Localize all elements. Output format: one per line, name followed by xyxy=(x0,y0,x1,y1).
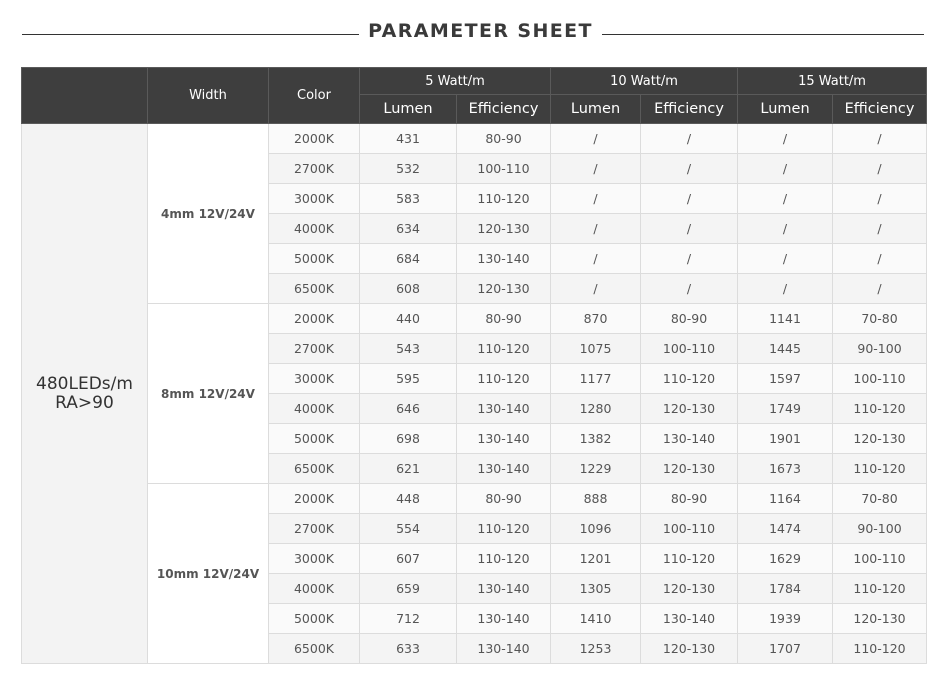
efficiency-5w-cell: 110-120 xyxy=(457,334,551,364)
efficiency-15w-cell: / xyxy=(833,154,927,184)
efficiency-5w-cell: 110-120 xyxy=(457,364,551,394)
color-temp-cell: 3000K xyxy=(269,364,360,394)
header-lumen: Lumen xyxy=(738,95,833,124)
efficiency-15w-cell: 110-120 xyxy=(833,394,927,424)
efficiency-5w-cell: 110-120 xyxy=(457,544,551,574)
efficiency-5w-cell: 80-90 xyxy=(457,484,551,514)
lumen-15w-cell: / xyxy=(738,274,833,304)
header-width: Width xyxy=(148,68,269,124)
lumen-10w-cell: / xyxy=(551,154,641,184)
lumen-15w-cell: 1707 xyxy=(738,634,833,664)
efficiency-15w-cell: / xyxy=(833,124,927,154)
lumen-15w-cell: / xyxy=(738,124,833,154)
lumen-5w-cell: 608 xyxy=(360,274,457,304)
efficiency-10w-cell: 80-90 xyxy=(641,304,738,334)
header-efficiency: Efficiency xyxy=(641,95,738,124)
efficiency-5w-cell: 130-140 xyxy=(457,424,551,454)
lumen-15w-cell: / xyxy=(738,214,833,244)
lumen-15w-cell: 1164 xyxy=(738,484,833,514)
header-lumen: Lumen xyxy=(360,95,457,124)
efficiency-10w-cell: / xyxy=(641,154,738,184)
lumen-5w-cell: 659 xyxy=(360,574,457,604)
efficiency-15w-cell: 70-80 xyxy=(833,304,927,334)
color-temp-cell: 3000K xyxy=(269,184,360,214)
color-temp-cell: 5000K xyxy=(269,424,360,454)
color-temp-cell: 2000K xyxy=(269,124,360,154)
lumen-10w-cell: 1096 xyxy=(551,514,641,544)
efficiency-10w-cell: 120-130 xyxy=(641,634,738,664)
efficiency-15w-cell: 120-130 xyxy=(833,604,927,634)
lumen-10w-cell: / xyxy=(551,274,641,304)
title-divider-right xyxy=(602,34,924,35)
color-temp-cell: 2700K xyxy=(269,514,360,544)
efficiency-5w-cell: 110-120 xyxy=(457,184,551,214)
efficiency-5w-cell: 130-140 xyxy=(457,604,551,634)
lumen-5w-cell: 646 xyxy=(360,394,457,424)
efficiency-10w-cell: 100-110 xyxy=(641,514,738,544)
color-temp-cell: 2000K xyxy=(269,304,360,334)
color-temp-cell: 4000K xyxy=(269,574,360,604)
color-temp-cell: 4000K xyxy=(269,394,360,424)
lumen-5w-cell: 595 xyxy=(360,364,457,394)
efficiency-5w-cell: 80-90 xyxy=(457,124,551,154)
lumen-15w-cell: 1784 xyxy=(738,574,833,604)
efficiency-10w-cell: / xyxy=(641,124,738,154)
efficiency-10w-cell: 120-130 xyxy=(641,394,738,424)
lumen-15w-cell: 1673 xyxy=(738,454,833,484)
lumen-15w-cell: / xyxy=(738,184,833,214)
lumen-15w-cell: 1474 xyxy=(738,514,833,544)
color-temp-cell: 5000K xyxy=(269,604,360,634)
page-title: PARAMETER SHEET xyxy=(368,20,593,42)
lumen-5w-cell: 712 xyxy=(360,604,457,634)
efficiency-15w-cell: 110-120 xyxy=(833,454,927,484)
header-color: Color xyxy=(269,68,360,124)
color-temp-cell: 6500K xyxy=(269,454,360,484)
header-corner xyxy=(22,68,148,124)
efficiency-15w-cell: 110-120 xyxy=(833,574,927,604)
efficiency-15w-cell: / xyxy=(833,274,927,304)
lumen-5w-cell: 543 xyxy=(360,334,457,364)
efficiency-15w-cell: 120-130 xyxy=(833,424,927,454)
efficiency-10w-cell: / xyxy=(641,244,738,274)
color-temp-cell: 2700K xyxy=(269,154,360,184)
lumen-10w-cell: 1075 xyxy=(551,334,641,364)
efficiency-5w-cell: 100-110 xyxy=(457,154,551,184)
color-temp-cell: 2000K xyxy=(269,484,360,514)
efficiency-10w-cell: 110-120 xyxy=(641,364,738,394)
color-temp-cell: 5000K xyxy=(269,244,360,274)
lumen-15w-cell: 1141 xyxy=(738,304,833,334)
cri-label: RA>90 xyxy=(55,392,114,413)
lumen-5w-cell: 684 xyxy=(360,244,457,274)
led-spec-cell xyxy=(22,124,148,664)
lumen-15w-cell: 1445 xyxy=(738,334,833,364)
lumen-15w-cell: 1749 xyxy=(738,394,833,424)
efficiency-10w-cell: 130-140 xyxy=(641,604,738,634)
lumen-10w-cell: / xyxy=(551,244,641,274)
efficiency-15w-cell: 100-110 xyxy=(833,544,927,574)
efficiency-15w-cell: 70-80 xyxy=(833,484,927,514)
lumen-10w-cell: 888 xyxy=(551,484,641,514)
lumen-5w-cell: 440 xyxy=(360,304,457,334)
lumen-10w-cell: 1410 xyxy=(551,604,641,634)
lumen-10w-cell: 1201 xyxy=(551,544,641,574)
lumen-15w-cell: / xyxy=(738,154,833,184)
lumen-15w-cell: 1629 xyxy=(738,544,833,574)
table-row xyxy=(22,124,927,154)
table-row xyxy=(22,304,927,334)
efficiency-15w-cell: 90-100 xyxy=(833,514,927,544)
efficiency-15w-cell: / xyxy=(833,214,927,244)
lumen-5w-cell: 431 xyxy=(360,124,457,154)
color-temp-cell: 6500K xyxy=(269,274,360,304)
efficiency-10w-cell: 100-110 xyxy=(641,334,738,364)
lumen-10w-cell: 1305 xyxy=(551,574,641,604)
lumen-5w-cell: 532 xyxy=(360,154,457,184)
lumen-5w-cell: 698 xyxy=(360,424,457,454)
efficiency-10w-cell: / xyxy=(641,274,738,304)
efficiency-5w-cell: 130-140 xyxy=(457,454,551,484)
efficiency-5w-cell: 130-140 xyxy=(457,574,551,604)
efficiency-5w-cell: 130-140 xyxy=(457,634,551,664)
efficiency-5w-cell: 120-130 xyxy=(457,214,551,244)
table-row xyxy=(22,484,927,514)
lumen-5w-cell: 448 xyxy=(360,484,457,514)
efficiency-10w-cell: 120-130 xyxy=(641,574,738,604)
lumen-15w-cell: 1597 xyxy=(738,364,833,394)
header-efficiency: Efficiency xyxy=(833,95,927,124)
efficiency-10w-cell: 130-140 xyxy=(641,424,738,454)
efficiency-15w-cell: 100-110 xyxy=(833,364,927,394)
title-divider-left xyxy=(22,34,359,35)
efficiency-5w-cell: 80-90 xyxy=(457,304,551,334)
width-cell: 8mm 12V/24V xyxy=(148,304,269,484)
lumen-5w-cell: 607 xyxy=(360,544,457,574)
color-temp-cell: 3000K xyxy=(269,544,360,574)
lumen-5w-cell: 633 xyxy=(360,634,457,664)
lumen-10w-cell: 1382 xyxy=(551,424,641,454)
efficiency-10w-cell: 120-130 xyxy=(641,454,738,484)
efficiency-10w-cell: 110-120 xyxy=(641,544,738,574)
efficiency-5w-cell: 130-140 xyxy=(457,394,551,424)
lumen-10w-cell: 1229 xyxy=(551,454,641,484)
lumen-15w-cell: / xyxy=(738,244,833,274)
width-cell: 4mm 12V/24V xyxy=(148,124,269,304)
color-temp-cell: 4000K xyxy=(269,214,360,244)
header-efficiency: Efficiency xyxy=(457,95,551,124)
lumen-10w-cell: 1253 xyxy=(551,634,641,664)
table-body xyxy=(22,124,927,664)
header-group-15w: 15 Watt/m xyxy=(738,68,927,95)
lumen-5w-cell: 554 xyxy=(360,514,457,544)
header-group-5w: 5 Watt/m xyxy=(360,68,551,95)
efficiency-15w-cell: / xyxy=(833,184,927,214)
efficiency-15w-cell: 90-100 xyxy=(833,334,927,364)
lumen-10w-cell: 870 xyxy=(551,304,641,334)
lumen-5w-cell: 634 xyxy=(360,214,457,244)
header-group-10w: 10 Watt/m xyxy=(551,68,738,95)
efficiency-10w-cell: / xyxy=(641,214,738,244)
width-cell: 10mm 12V/24V xyxy=(148,484,269,664)
lumen-10w-cell: / xyxy=(551,124,641,154)
color-temp-cell: 2700K xyxy=(269,334,360,364)
color-temp-cell: 6500K xyxy=(269,634,360,664)
lumen-5w-cell: 621 xyxy=(360,454,457,484)
lumen-15w-cell: 1939 xyxy=(738,604,833,634)
efficiency-10w-cell: / xyxy=(641,184,738,214)
efficiency-15w-cell: 110-120 xyxy=(833,634,927,664)
efficiency-10w-cell: 80-90 xyxy=(641,484,738,514)
lumen-10w-cell: / xyxy=(551,214,641,244)
efficiency-5w-cell: 120-130 xyxy=(457,274,551,304)
efficiency-5w-cell: 130-140 xyxy=(457,244,551,274)
led-count-label: 480LEDs/m xyxy=(36,373,133,394)
lumen-10w-cell: / xyxy=(551,184,641,214)
lumen-15w-cell: 1901 xyxy=(738,424,833,454)
efficiency-15w-cell: / xyxy=(833,244,927,274)
efficiency-5w-cell: 110-120 xyxy=(457,514,551,544)
lumen-5w-cell: 583 xyxy=(360,184,457,214)
parameter-table xyxy=(21,67,927,664)
lumen-10w-cell: 1177 xyxy=(551,364,641,394)
title-bar xyxy=(22,14,924,54)
header-lumen: Lumen xyxy=(551,95,641,124)
lumen-10w-cell: 1280 xyxy=(551,394,641,424)
